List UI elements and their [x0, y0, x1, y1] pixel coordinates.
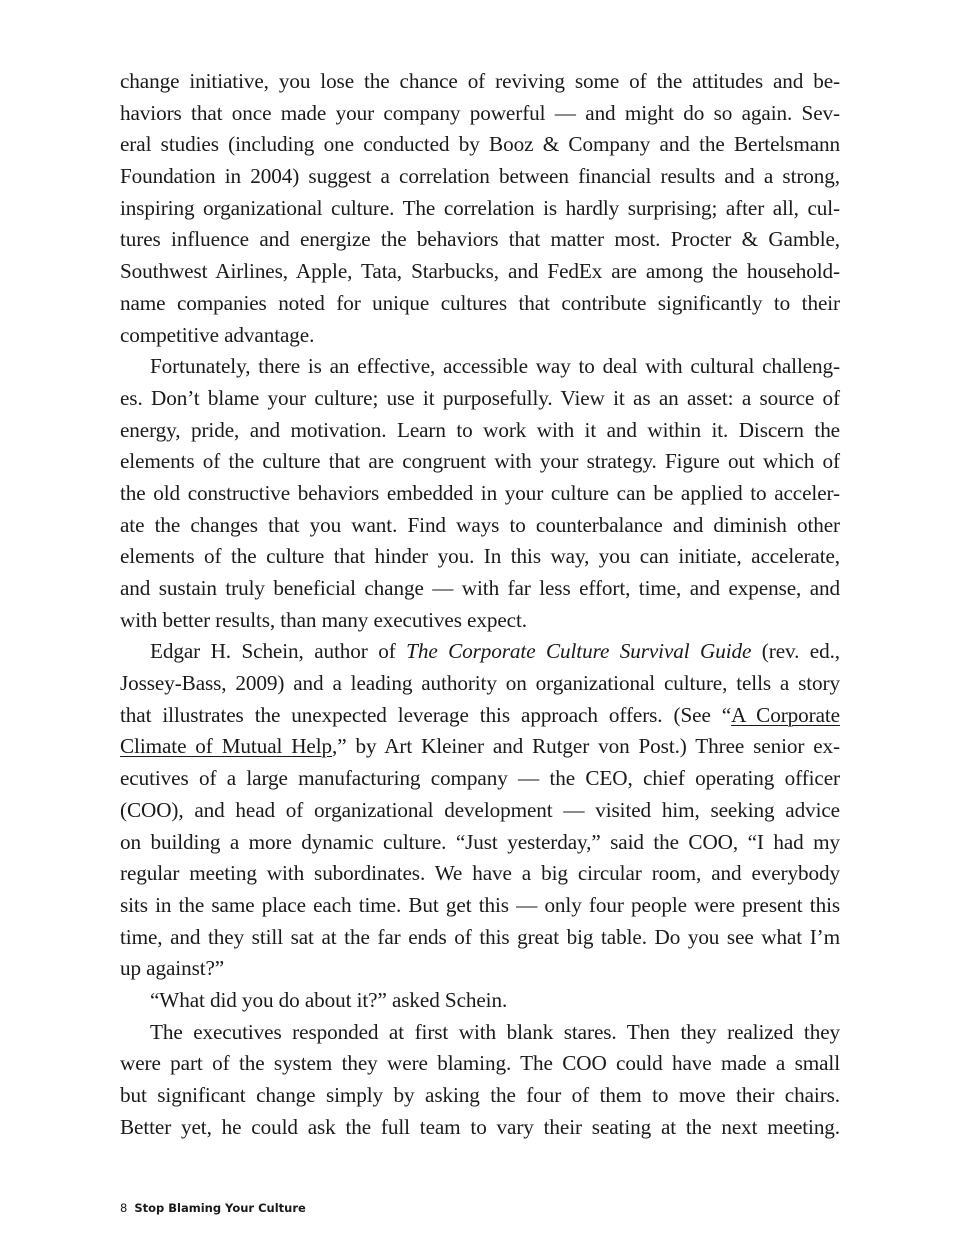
text-run: (rev. ed.,	[751, 639, 841, 664]
text-line: haviors that once made your company powerful — and might do so again. Sev-	[120, 100, 840, 125]
text-line: were part of the system they were blaming. The COO could have made a small	[120, 1051, 840, 1076]
running-title: Stop Blaming Your Culture	[134, 1201, 306, 1215]
paragraph-3	[120, 636, 840, 985]
text-line: ate the changes that you want. Find ways to counterbalance and diminish other	[120, 512, 840, 537]
text-line: competitive advantage.	[120, 322, 315, 347]
text-line: (COO), and head of organizational development — visited him, seeking advice	[120, 797, 840, 822]
page-number: 8	[120, 1201, 128, 1215]
text-line: elements of the culture that are congruent with your strategy. Figure out which of	[120, 449, 840, 474]
text-run: ,” by Art Kleiner and Rutger von Post.) Three senior ex-	[332, 734, 840, 759]
text-line: the old constructive behaviors embedded in your culture can be applied to acceler-	[120, 480, 840, 505]
paragraph-4	[120, 985, 840, 1017]
text-line: but significant change simply by asking the four of them to move their chairs.	[120, 1083, 840, 1107]
paragraph-5	[120, 1017, 840, 1144]
text-line: Jossey-Bass, 2009) and a leading authority on organizational culture, tells a story	[120, 671, 840, 696]
article-link-continued[interactable]: Climate of Mutual Help	[120, 734, 333, 759]
text-line: with better results, than many executives expect.	[120, 607, 527, 632]
text-run: that illustrates the unexpected leverage this approach offers. (See “	[120, 702, 732, 727]
text-line: and sustain truly beneficial change — with far less effort, time, and expense, and	[120, 576, 840, 600]
text-line: Southwest Airlines, Apple, Tata, Starbucks, and FedEx are among the household-	[120, 259, 840, 284]
article-link[interactable]: A Corporate	[731, 702, 840, 727]
text-line: sits in the same place each time. But get this — only four people were present this	[120, 892, 840, 917]
text-line	[120, 636, 840, 668]
text-line: elements of the culture that hinder you. In this way, you can initiate, accelerate,	[120, 544, 840, 569]
text-line	[120, 700, 840, 732]
text-line: eral studies (including one conducted by Booz & Company and the Bertelsmann	[120, 132, 840, 157]
text-line: name companies noted for unique cultures that contribute significantly to their	[120, 290, 840, 315]
text-line: The executives responded at first with blank stares. Then they realized they	[150, 1019, 840, 1044]
text-line: up against?”	[120, 956, 225, 981]
text-line: inspiring organizational culture. The correlation is hardly surprising; after all, cul-	[120, 195, 840, 220]
paragraph-2	[120, 351, 840, 636]
book-title: The Corporate Culture Survival Guide	[406, 639, 752, 664]
page-footer	[120, 1201, 306, 1215]
text-line: Foundation in 2004) suggest a correlation between financial results and a strong,	[120, 164, 840, 189]
text-line: Better yet, he could ask the full team to vary their seating at the next meeting.	[120, 1114, 840, 1139]
paragraph-1	[120, 66, 840, 351]
text-line: “What did you do about it?” asked Schein.	[150, 987, 508, 1012]
text-line: regular meeting with subordinates. We have a big circular room, and everybody	[120, 861, 840, 886]
text-line: change initiative, you lose the chance of reviving some of the attitudes and be-	[120, 69, 840, 93]
text-line	[120, 731, 840, 763]
text-line: time, and they still sat at the far ends of this great big table. Do you see what I’m	[120, 924, 840, 949]
text-line: tures influence and energize the behaviors that matter most. Procter & Gamble,	[120, 227, 840, 252]
text-line: ecutives of a large manufacturing company — the CEO, chief operating officer	[120, 766, 840, 791]
text-run: Edgar H. Schein, author of	[150, 639, 407, 664]
text-line: energy, pride, and motivation. Learn to work with it and within it. Discern the	[120, 417, 840, 442]
text-line: es. Don’t blame your culture; use it purposefully. View it as an asset: a source of	[120, 385, 840, 410]
body-text	[120, 66, 840, 1143]
text-line: on building a more dynamic culture. “Just yesterday,” said the COO, “I had my	[120, 829, 840, 854]
text-line: Fortunately, there is an effective, accessible way to deal with cultural challeng-	[150, 354, 840, 379]
